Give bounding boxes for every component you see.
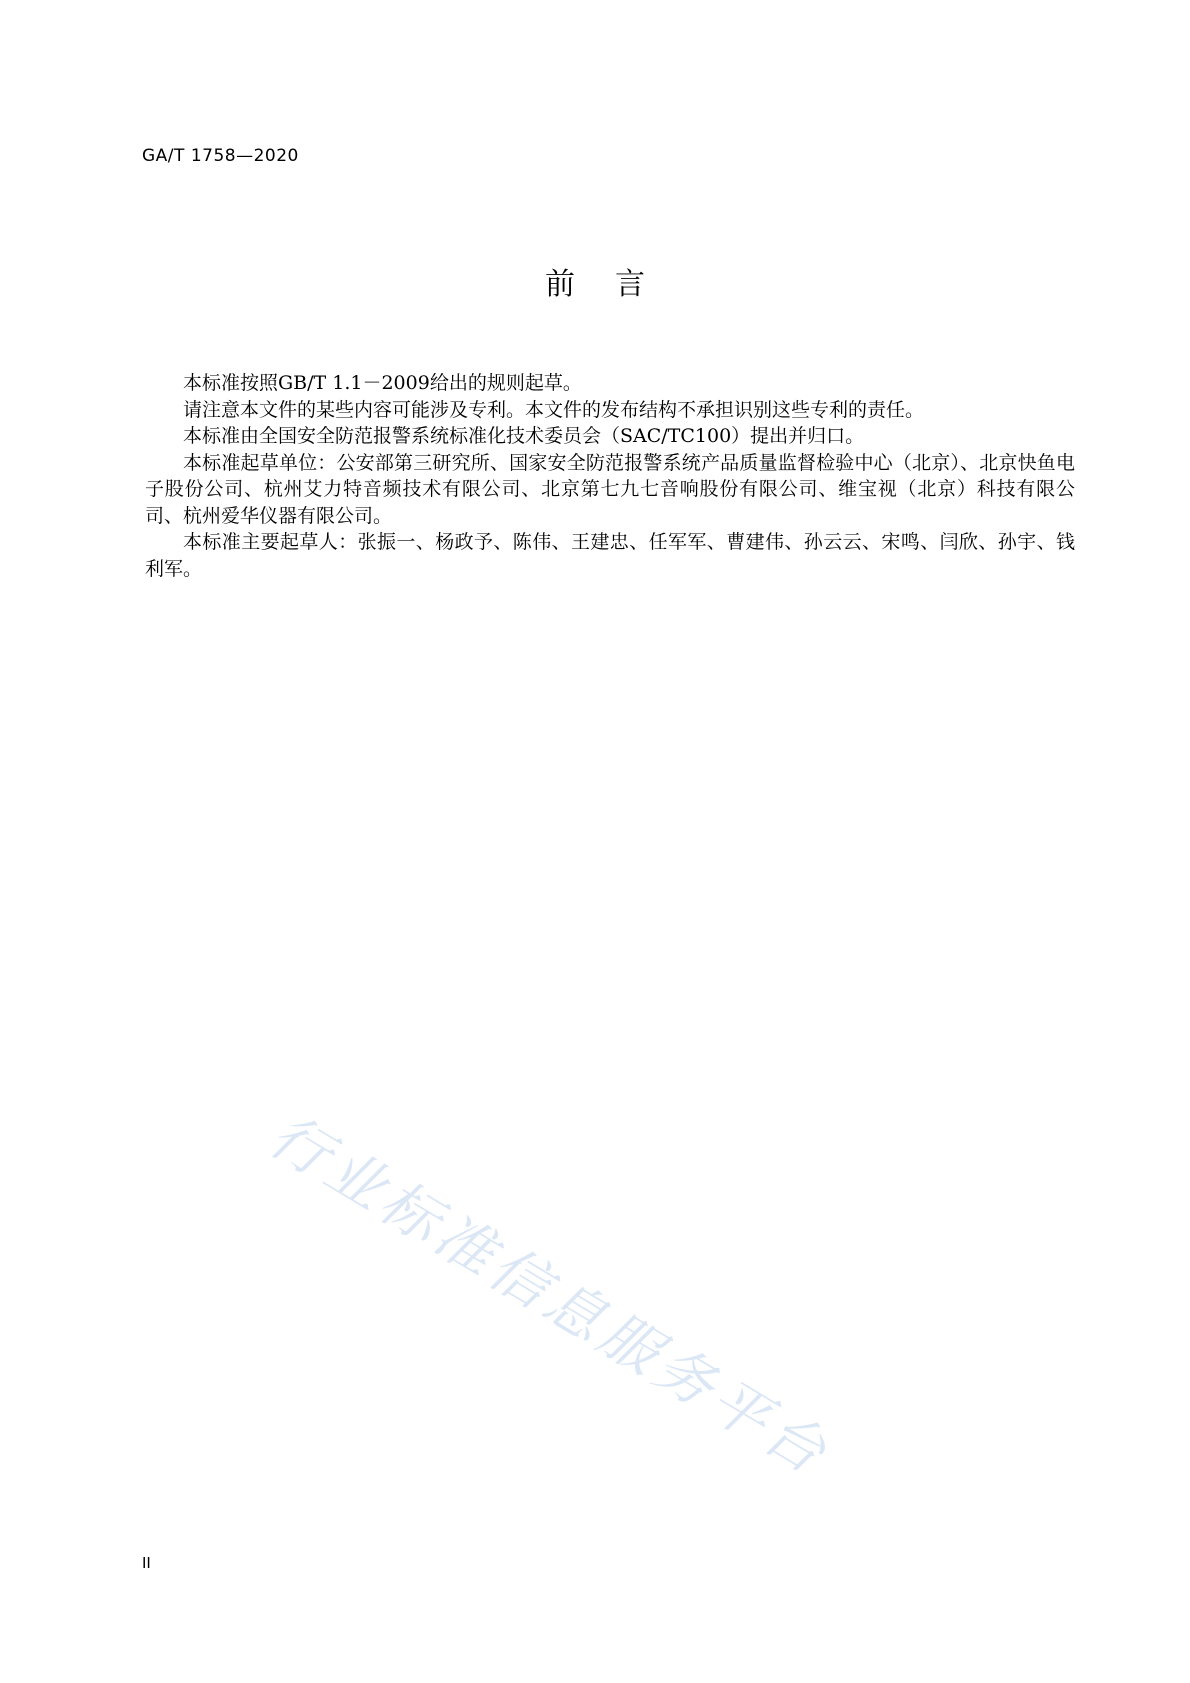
paragraph-proposer: 本标准由全国安全防范报警系统标准化技术委员会（SAC/TC100）提出并归口。	[183, 425, 865, 447]
paragraph-drafters: 本标准主要起草人：张振一、杨政予、陈伟、王建忠、任军军、曹建伟、孙云云、宋鸣、闫欣、孙宇、钱利军。	[145, 531, 1075, 580]
standard-number: GA/T 1758—2020	[142, 146, 299, 166]
paragraph-drafting-rules: 本标准按照GB/T 1.1－2009给出的规则起草。	[183, 372, 582, 394]
watermark: 行业标准信息服务平台	[258, 1101, 842, 1490]
page-title: 前言	[545, 267, 685, 302]
paragraph-drafting-units: 本标准起草单位：公安部第三研究所、国家安全防范报警系统产品质量监督检验中心（北京）、北京快鱼电子股份公司、杭州艾力特音频技术有限公司、北京第七九七音响股份有限公司、维宝视（北京）科技有限公司、杭州爱华仪器有限公司。	[145, 451, 1075, 527]
foreword-body	[145, 370, 1075, 582]
page-number: II	[142, 1554, 151, 1572]
paragraph-patent-notice: 请注意本文件的某些内容可能涉及专利。本文件的发布结构不承担识别这些专利的责任。	[183, 398, 925, 421]
